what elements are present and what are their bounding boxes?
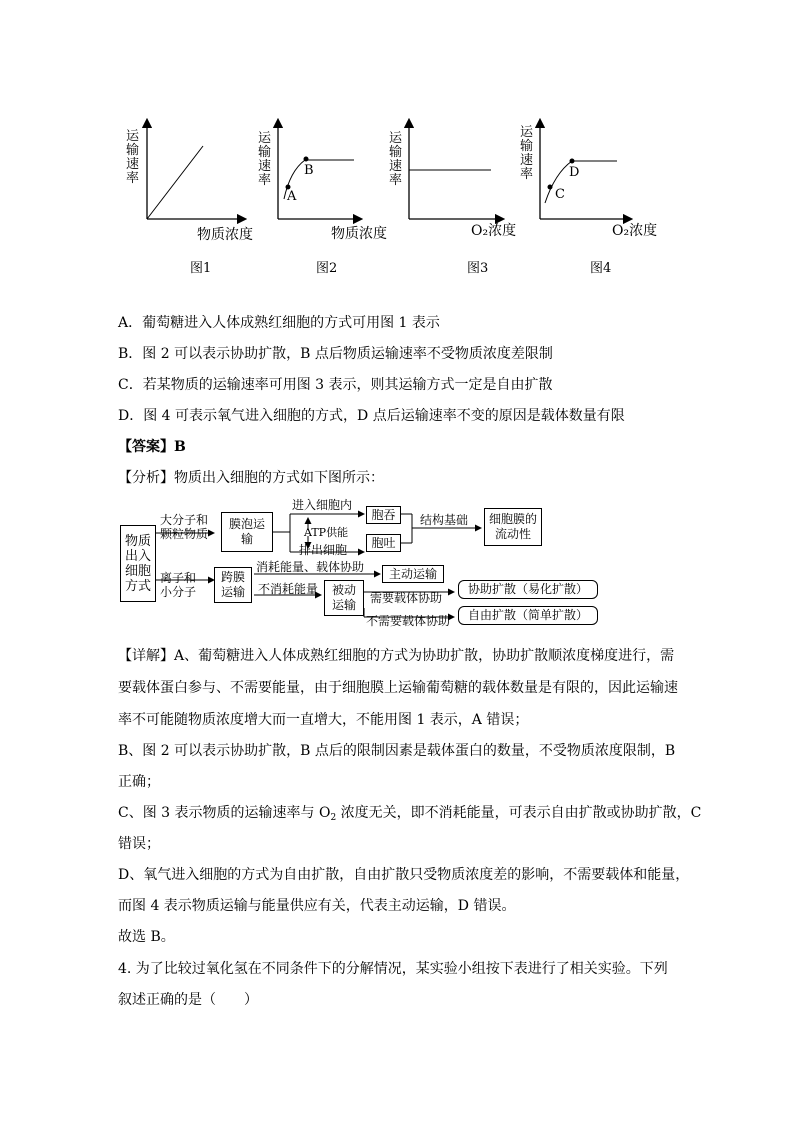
option-c: C．若某物质的运输速率可用图 3 表示，则其运输方式一定是自由扩散 bbox=[118, 377, 553, 393]
graph1-curve bbox=[147, 146, 203, 219]
ions-label: 离子和小分子 bbox=[160, 571, 197, 599]
graph2-caption: 图2 bbox=[316, 261, 338, 276]
detail-line-6 bbox=[118, 802, 701, 823]
graph1-xlabel: 物质浓度 bbox=[197, 227, 253, 243]
graph2-label-a: A bbox=[287, 189, 297, 204]
graph4-label-d: D bbox=[569, 165, 580, 180]
graph2-xlabel: 物质浓度 bbox=[331, 226, 387, 242]
option-a: A．葡萄糖进入人体成熟红细胞的方式可用图 1 表示 bbox=[118, 315, 440, 331]
option-d: D．图 4 可表示氧气进入细胞的方式，D 点后运输速率不变的原因是载体数量有限 bbox=[118, 408, 625, 424]
endocytosis-box: 胞吞 bbox=[366, 506, 401, 524]
no-carrier-label: 不需要载体协助 bbox=[366, 614, 451, 628]
root-box: 物质出入细胞方式 bbox=[120, 525, 156, 602]
noconsume-label: 不消耗能量 bbox=[258, 582, 319, 596]
passive-transport-box: 被动运输 bbox=[324, 580, 364, 616]
graph1-ylabel: 运输速率 bbox=[126, 129, 140, 186]
atp-label: ATP供能 bbox=[304, 526, 349, 539]
detail-line-3: 率不可能随物质浓度增大而一直增大，不能用图 1 表示，A 错误； bbox=[118, 712, 529, 728]
analysis-intro: 【分析】物质出入细胞的方式如下图所示： bbox=[118, 470, 384, 486]
graph4-caption: 图4 bbox=[590, 261, 612, 276]
transport-flow-diagram bbox=[118, 496, 638, 631]
transmembrane-box: 跨膜运输 bbox=[214, 567, 252, 603]
vesicle-box: 膜泡运输 bbox=[221, 512, 273, 552]
graph4-xlabel: O₂浓度 bbox=[612, 223, 658, 239]
detail-line-2: 要载体蛋白参与、不需要能量，由于细胞膜上运输葡萄糖的载体数量是有限的，因此运输速 bbox=[118, 680, 678, 696]
detail-line-1: 【详解】A、葡萄糖进入人体成熟红细胞的方式为协助扩散，协助扩散顺浓度梯度进行，需 bbox=[118, 648, 675, 664]
graph-3 bbox=[409, 123, 500, 219]
answer: 【答案】B bbox=[118, 439, 186, 455]
graph-1 bbox=[147, 123, 242, 219]
macro-label: 大分子和颗粒物质 bbox=[160, 513, 209, 541]
detail-line-6-subscript: 2 bbox=[330, 813, 337, 823]
detail-line-4: B、图 2 可以表示协助扩散，B 点后的限制因素是载体蛋白的数量，不受物质浓度限制，B bbox=[118, 743, 676, 759]
question4-line-1: 4. 为了比较过氧化氢在不同条件下的分解情况，某实验小组按下表进行了相关实验。下列 bbox=[118, 961, 668, 977]
option-b: B．图 2 可以表示协助扩散，B 点后物质运输速率不受物质浓度差限制 bbox=[118, 346, 553, 362]
graph1-caption: 图1 bbox=[190, 261, 212, 276]
structure-label: 结构基础 bbox=[420, 513, 469, 527]
detail-line-7: 错误； bbox=[118, 836, 160, 852]
fluidity-box: 细胞膜的流动性 bbox=[484, 508, 542, 546]
detail-line-6b: 浓度无关，即不消耗能量，可表示自由扩散或协助扩散，C bbox=[336, 805, 702, 821]
graph4-point-c bbox=[548, 185, 553, 190]
consume-label: 消耗能量、载体协助 bbox=[256, 560, 365, 574]
graph3-xlabel: O₂浓度 bbox=[471, 223, 517, 239]
enter-label: 进入细胞内 bbox=[292, 498, 353, 512]
graph3-caption: 图3 bbox=[467, 261, 489, 276]
graph-4 bbox=[540, 123, 628, 219]
graph4-label-c: C bbox=[555, 187, 565, 202]
graph4-ylabel: 运输速率 bbox=[520, 125, 534, 182]
exit-label: 排出细胞 bbox=[299, 543, 348, 557]
active-transport-box: 主动运输 bbox=[382, 565, 444, 583]
detail-line-6a: C、图 3 表示物质的运输速率与 O bbox=[118, 805, 331, 821]
question4-line-2: 叙述正确的是（ ） bbox=[118, 992, 258, 1008]
graph2-point-b bbox=[304, 157, 309, 162]
detail-line-8: D、氧气进入细胞的方式为自由扩散，自由扩散只受物质浓度差的影响，不需要载体和能量， bbox=[118, 867, 690, 883]
free-diffusion-box: 自由扩散（简单扩散） bbox=[458, 606, 598, 625]
detail-line-5: 正确； bbox=[118, 774, 160, 790]
transport-graphs bbox=[110, 118, 670, 288]
exocytosis-box: 胞吐 bbox=[366, 534, 401, 552]
detail-line-9: 而图 4 表示物质运输与能量供应有关，代表主动运输，D 错误。 bbox=[118, 898, 516, 914]
detail-line-10: 故选 B。 bbox=[118, 929, 175, 945]
graph2-ylabel: 运输速率 bbox=[258, 131, 272, 188]
graph3-ylabel: 运输速率 bbox=[389, 131, 403, 188]
graph-2 bbox=[278, 123, 358, 219]
graph2-label-b: B bbox=[304, 163, 314, 178]
graph4-point-d bbox=[570, 159, 575, 164]
need-carrier-label: 需要载体协助 bbox=[370, 591, 443, 605]
facilitated-diffusion-box: 协助扩散（易化扩散） bbox=[458, 580, 598, 599]
